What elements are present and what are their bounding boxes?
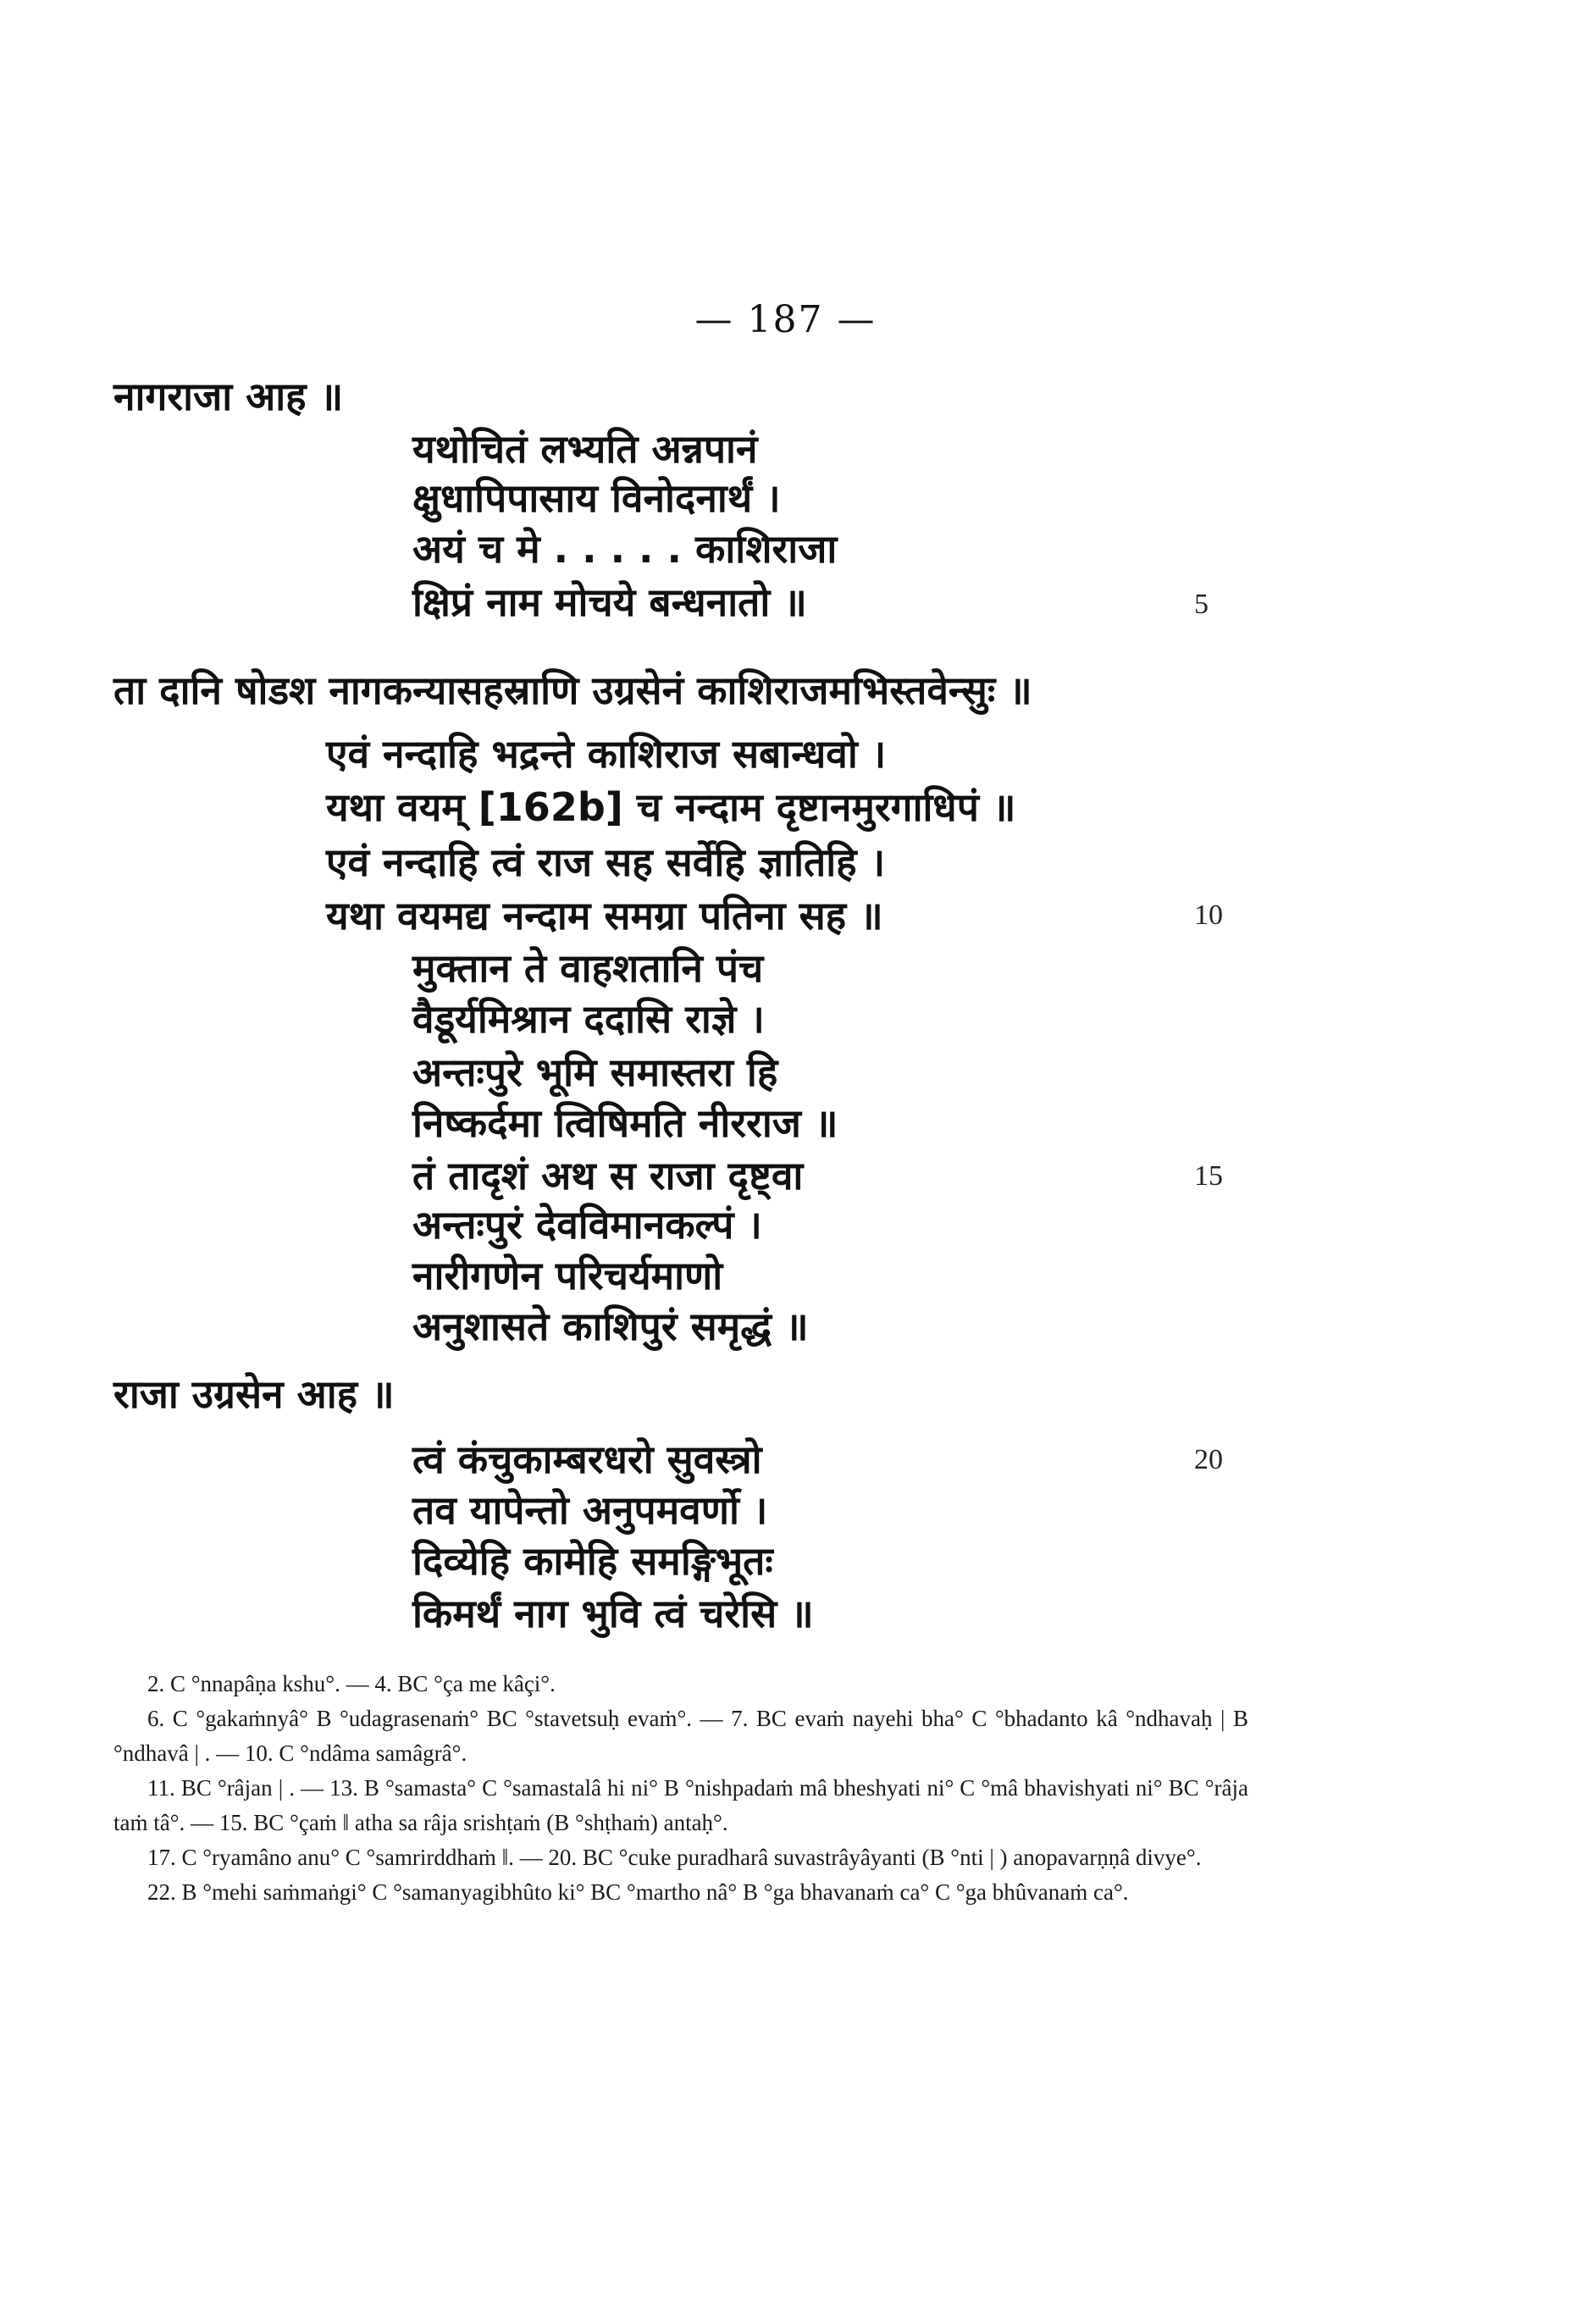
verse-line: मुक्तान ते वाहशतानि पंच [412,945,764,991]
verse-line: क्षिप्रं नाम मोचये बन्धनातो ॥ [412,579,807,625]
verse-line: अन्तःपुरे भूमि समास्तरा हि [412,1049,778,1095]
verse-line: एवं नन्दाहि त्वं राज सह सर्वेहि ज्ञातिहि । [326,839,886,885]
verse-line: यथोचितं लभ्यति अन्नपानं [412,426,758,472]
verse-line: किमर्थं नाग भुवि त्वं चरेसि ॥ [412,1591,814,1636]
verse-line: यथा वयमद्य नन्दाम समग्रा पतिना सह ॥ [326,893,883,938]
verse-line: अनुशासते काशिपुरं समृद्धं ॥ [412,1303,809,1349]
verse-line: राजा उग्रसेन आह ॥ [113,1371,395,1417]
footnote: 6. C °gakaṁnyâ° B °udagrasenaṁ° BC °stavetsuḥ evaṁ°. — 7. BC evaṁ nayehi bha° C °bhadanto kâ °ndhavaḥ | B °ndhavâ | . — 10. C °ndâma samâgrâ°. [113,1706,1248,1766]
verse-line: निष्कर्दमा त्विषिमति नीरराज ॥ [412,1100,838,1146]
line-number: 10 [1194,899,1223,931]
footnote: 22. B °mehi saṁmaṅgi° C °samanyagibhûto ki° BC °martho nâ° B °ga bhavanaṁ ca° C °ga bhûvanaṁ ca°. [147,1879,1129,1905]
verse-line: दिव्येहि कामेहि समङ्गिभूतः [412,1538,773,1584]
verse-line: तं तादृशं अथ स राजा दृष्ट्वा [412,1153,804,1198]
verse-line: यथा वयम् [162b] च नन्दाम दृष्टानमुरगाधिपं ॥ [326,784,1016,830]
footnote: 2. C °nnapâṇa kshu°. — 4. BC °ça me kâçi°. [147,1671,556,1696]
verse-line: त्वं कंचुकाम्बरधरो सुवस्त्रो [412,1436,762,1482]
verse-line: तव यापेन्तो अनुपमवर्णो । [412,1487,768,1533]
line-number: 20 [1194,1444,1223,1475]
page-number: — 187 — [694,298,877,341]
footnote: 11. BC °râjan | . — 13. B °samasta° C °samastalâ hi ni° B °nishpadaṁ mâ bheshyati ni° C °mâ bhavishyati ni° BC °râja taṁ tâ°. — 15. BC °çaṁ ‖ atha sa râja srishṭaṁ (B °shṭhaṁ) antaḥ°. [113,1775,1248,1835]
verse-line: एवं नन्दाहि भद्रन्ते काशिराज सबान्धवो । [326,731,887,777]
line-number: 15 [1194,1160,1223,1192]
footnote: 17. C °ryamâno anu° C °samrirddhaṁ ‖. — 20. BC °cuke puradharâ suvastrâyâyanti (B °nti | ) anopavarṇṇâ divye°. [147,1845,1202,1870]
verse-line: क्षुधापिपासाय विनोदनार्थं । [412,475,781,521]
line-number: 5 [1194,589,1209,620]
verse-line: अन्तःपुरं देवविमानकल्पं । [412,1202,762,1248]
verse-line: अयं च मे . . . . . काशिराजा [412,526,838,572]
footnotes [113,1667,1248,1910]
verse-line: वैडूर्यमिश्रान ददासि राज्ञे । [412,996,765,1042]
verse-line: ता दानि षोडश नागकन्यासहस्राणि उग्रसेनं काशिराजमभिस्तवेन्सुः ॥ [113,667,1032,713]
verse-line: नागराजा आह ॥ [113,374,344,419]
verse-line: नारीगणेन परिचर्यमाणो [412,1253,723,1298]
